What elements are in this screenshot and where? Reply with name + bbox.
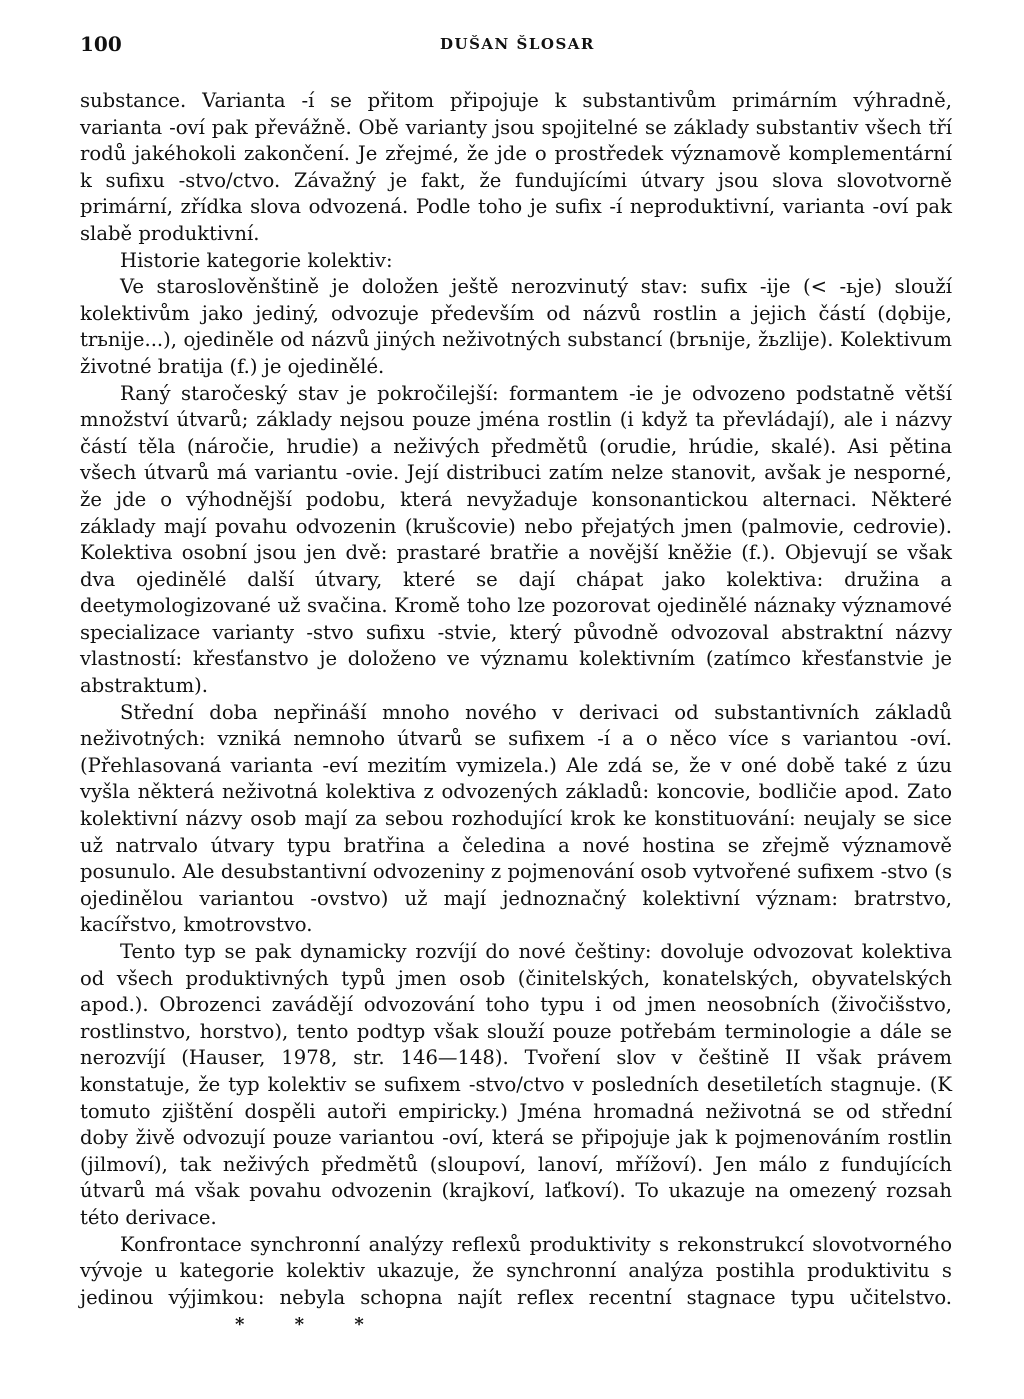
body-text xyxy=(80,88,952,1339)
section-break-stars: * * * xyxy=(235,1314,386,1336)
paragraph-6-text: Konfrontace synchronní analýzy reflexů produktivity s rekonstrukcí slovotvorného vývoje u kategorie kolektiv ukazuje, že synchronní analýza postihla produktivitu s jedinou výjimkou: nebyla schopna najít reflex recentní stagnace typu učitelstvo. xyxy=(80,1232,952,1309)
paragraph-5: Tento typ se pak dynamicky rozvíjí do nové češtiny: dovoluje odvozovat kolektiva od všech produktivných typů jmen osob (činitelských, konatelských, obyvatelských apod.). Obrozenci zavádějí odvozování toho typu i od jmen neosobních (živočišstvo, rostlinstvo, horstvo), tento podtyp však slouží pouze potřebám terminologie a dále se nerozvíjí (Hauser, 1978, str. 146—148). Tvoření slov v češtině II však právem konstatuje, že typ kolektiv se sufixem -stvo/ctvo v posledních desetiletích stagnuje. (K tomuto zjištění dospěli autoři empiricky.) Jména hromadná neživotná se od střední doby živě odvozují pouze variantou -oví, která se připojuje jak k pojmenováním rostlin (jilmoví), tak neživých předmětů (sloupoví, lanoví, mřížoví). Jen málo z fundujících útvarů má však povahu odvozenin (krajkoví, laťkoví). To ukazuje na omezený rozsah této derivace. xyxy=(80,940,952,1229)
page-number: 100 xyxy=(80,32,122,56)
section-subheading: Historie kategorie kolektiv: xyxy=(120,248,393,272)
running-title: DUŠAN ŠLOSAR xyxy=(440,35,595,53)
page xyxy=(80,32,952,1339)
paragraph-4: Střední doba nepřináší mnoho nového v derivaci od substantivních základů neživotných: vzniká nemnoho útvarů se sufixem -í a o něco více s variantou -oví. (Přehlasovaná varianta -eví mezitím vymizela.) Ale zdá se, že v oné době také z úzu vyšla některá neživotná kolektiva z odvozených základů: koncovie, bodličie apod. Zato kolektivní názvy osob mají za sebou rozhodující krok ke konstituování: neujaly se sice už natrvalo útvary typu bratřina a čeledina a nové hostina se zřejmě významově posunulo. Ale desubstantivní odvozeniny z pojmenování osob vytvořené sufixem -stvo (s ojedinělou variantou -ovstvo) už mají jednoznačný kolektivní význam: bratrstvo, kacířstvo, kmotrovstvo. xyxy=(80,700,952,937)
paragraph-6 xyxy=(80,1232,952,1339)
paragraph-3: Raný staročeský stav je pokročilejší: formantem -ie je odvozeno podstatně větší množství útvarů; základy nejsou pouze jména rostlin (i když ta převládají), ale i názvy částí těla (náročie, hrudie) a neživých předmětů (orudie, hrúdie, skalé). Asi pětina všech útvarů má variantu -ovie. Její distribuci zatím nelze stanovit, avšak je nesporné, že jde o výhodnější podobu, která nevyžaduje konsonantickou alternaci. Některé základy mají povahu odvozenin (krušcovie) nebo přejatých jmen (palmovie, cedrovie). Kolektiva osobní jsou jen dvě: prastaré bratřie a novější kněžie (f.). Objevují se však dva ojedinělé další útvary, které se dají chápat jako kolektiva: družina a deetymologizované už svačina. Kromě toho lze pozorovat ojedinělé náznaky významové specializace varianty -stvo sufixu -stvie, který původně odvozoval abstraktní názvy vlastností: křesťanstvo je doloženo ve významu kolektivním (zatímco křesťanstvie je abstraktum). xyxy=(80,381,952,698)
paragraph-1: substance. Varianta -í se přitom připojuje k substantivům primárním výhradně, varianta -oví pak převážně. Obě varianty jsou spojitelné se základy substantiv všech tří rodů jakéhokoli zakončení. Je zřejmé, že jde o prostředek významově komplementární k sufixu -stvo/ctvo. Závažný je fakt, že fundujícími útvary jsou slova slovotvorně primární, zřídka slova odvozená. Podle toho je sufix -í neproduktivní, varianta -oví pak slabě produktivní. xyxy=(80,89,952,245)
paragraph-2: Ve staroslověnštině je doložen ještě nerozvinutý stav: sufix -ije (< -ьje) slouží kolektivům jako jediný, odvozuje především od názvů rostlin a jejich částí (dǫbije, trьnije...), ojediněle od názvů jiných neživotných substancí (brьnije, žьzlije). Kolektivum životné bratija (f.) je ojedinělé. xyxy=(80,275,952,378)
page-header xyxy=(80,32,952,66)
